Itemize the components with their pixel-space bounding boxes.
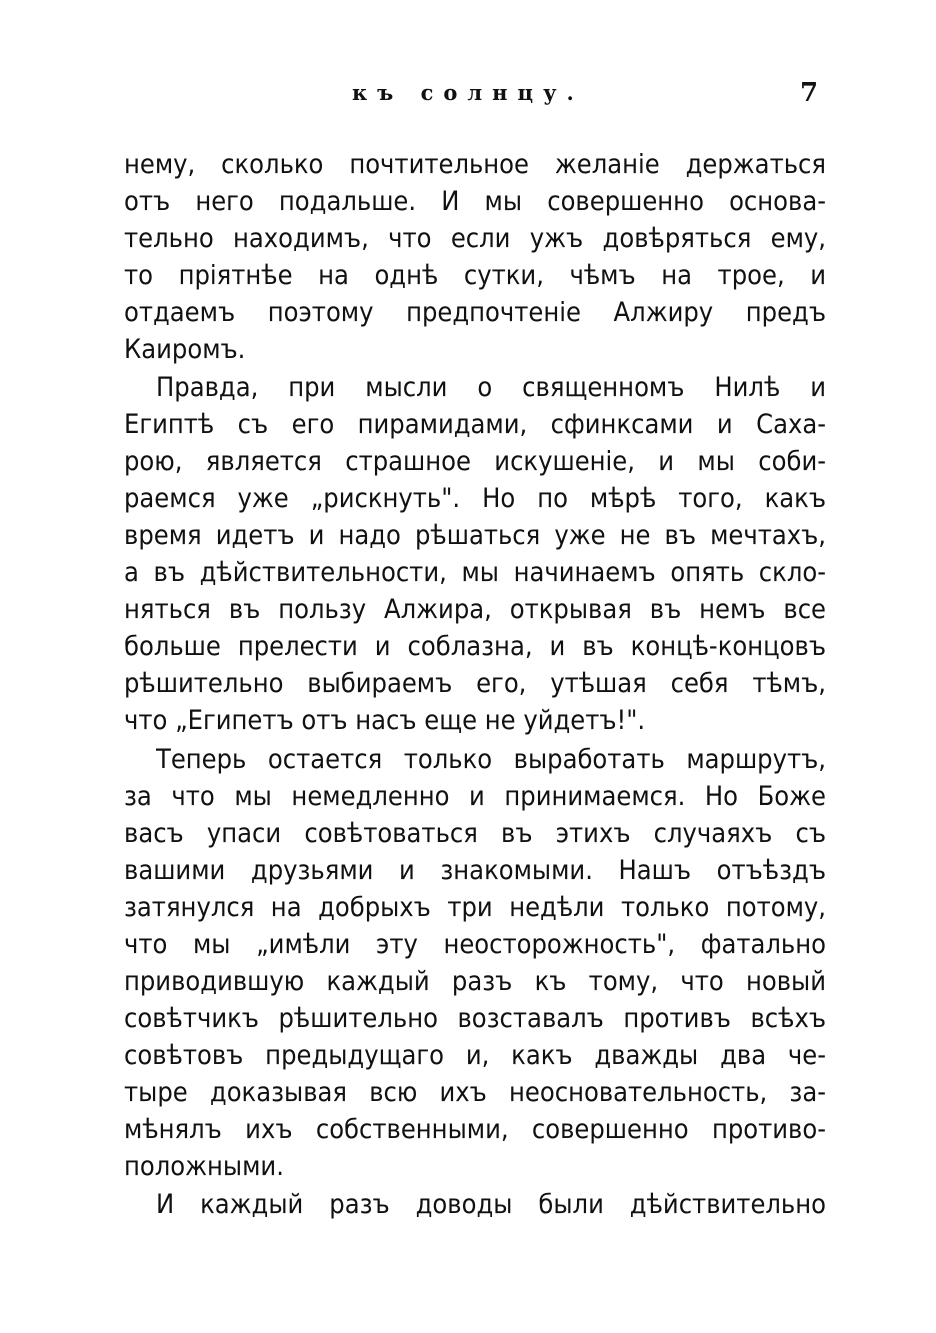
text-line: за что мы немедленно и принимаемся. Но Боже bbox=[124, 781, 826, 812]
text-line: рѣшительно выбираемъ его, утѣшая себя тѣмъ, bbox=[124, 668, 826, 699]
text-line: И каждый разъ доводы были дѣйствительно bbox=[156, 1189, 826, 1220]
text-line: Правда, при мысли о священномъ Нилѣ и bbox=[156, 372, 826, 403]
text-line: то пріятнѣе на однѣ сутки, чѣмъ на трое, и bbox=[124, 260, 826, 291]
text-line: рою, является страшное искушеніе, и мы соби- bbox=[124, 446, 826, 477]
text-line: совѣтчикъ рѣшительно возставалъ противъ всѣхъ bbox=[124, 1003, 826, 1034]
text-line: нему, сколько почтительное желаніе держаться bbox=[124, 149, 826, 180]
text-line: Каиромъ. bbox=[124, 334, 246, 365]
text-line: отдаемъ поэтому предпочтеніе Алжиру предъ bbox=[124, 297, 826, 328]
text-line: больше прелести и соблазна, и въ концѣ-концовъ bbox=[124, 631, 826, 662]
text-line: затянулся на добрыхъ три недѣли только потому, bbox=[124, 892, 826, 923]
text-line: раемся уже „рискнуть". Но по мѣрѣ того, какъ bbox=[124, 483, 826, 514]
text-line: тельно находимъ, что если ужъ довѣряться ему, bbox=[124, 223, 826, 254]
text-line: отъ него подальше. И мы совершенно основа- bbox=[124, 186, 826, 217]
text-line: что „Египетъ отъ насъ еще не уйдетъ!". bbox=[124, 705, 646, 736]
text-line: мѣнялъ ихъ собственными, совершенно противо- bbox=[124, 1114, 826, 1145]
running-head-title: къ солнцу. bbox=[352, 80, 584, 105]
text-line: Египтѣ съ его пирамидами, сфинксами и Саха- bbox=[124, 409, 826, 440]
text-line: что мы „имѣли эту неосторожность", фатально bbox=[124, 929, 826, 960]
text-line: васъ упаси совѣтоваться въ этихъ случаяхъ съ bbox=[124, 818, 826, 849]
text-line: няться въ пользу Алжира, открывая въ немъ все bbox=[124, 594, 826, 625]
page-number: 7 bbox=[800, 78, 819, 108]
text-line: а въ дѣйствительности, мы начинаемъ опять скло- bbox=[124, 557, 826, 588]
text-line: время идетъ и надо рѣшаться уже не въ мечтахъ, bbox=[124, 520, 826, 551]
text-line: вашими друзьями и знакомыми. Нашъ отъѣздъ bbox=[124, 855, 826, 886]
text-line: положными. bbox=[124, 1151, 284, 1182]
text-line: совѣтовъ предыдущаго и, какъ дважды два че- bbox=[124, 1040, 826, 1071]
text-line: Теперь остается только выработать маршрутъ, bbox=[156, 744, 826, 775]
text-line: тыре доказывая всю ихъ неосновательность, за- bbox=[124, 1077, 826, 1108]
text-line: приводившую каждый разъ къ тому, что новый bbox=[124, 966, 826, 997]
